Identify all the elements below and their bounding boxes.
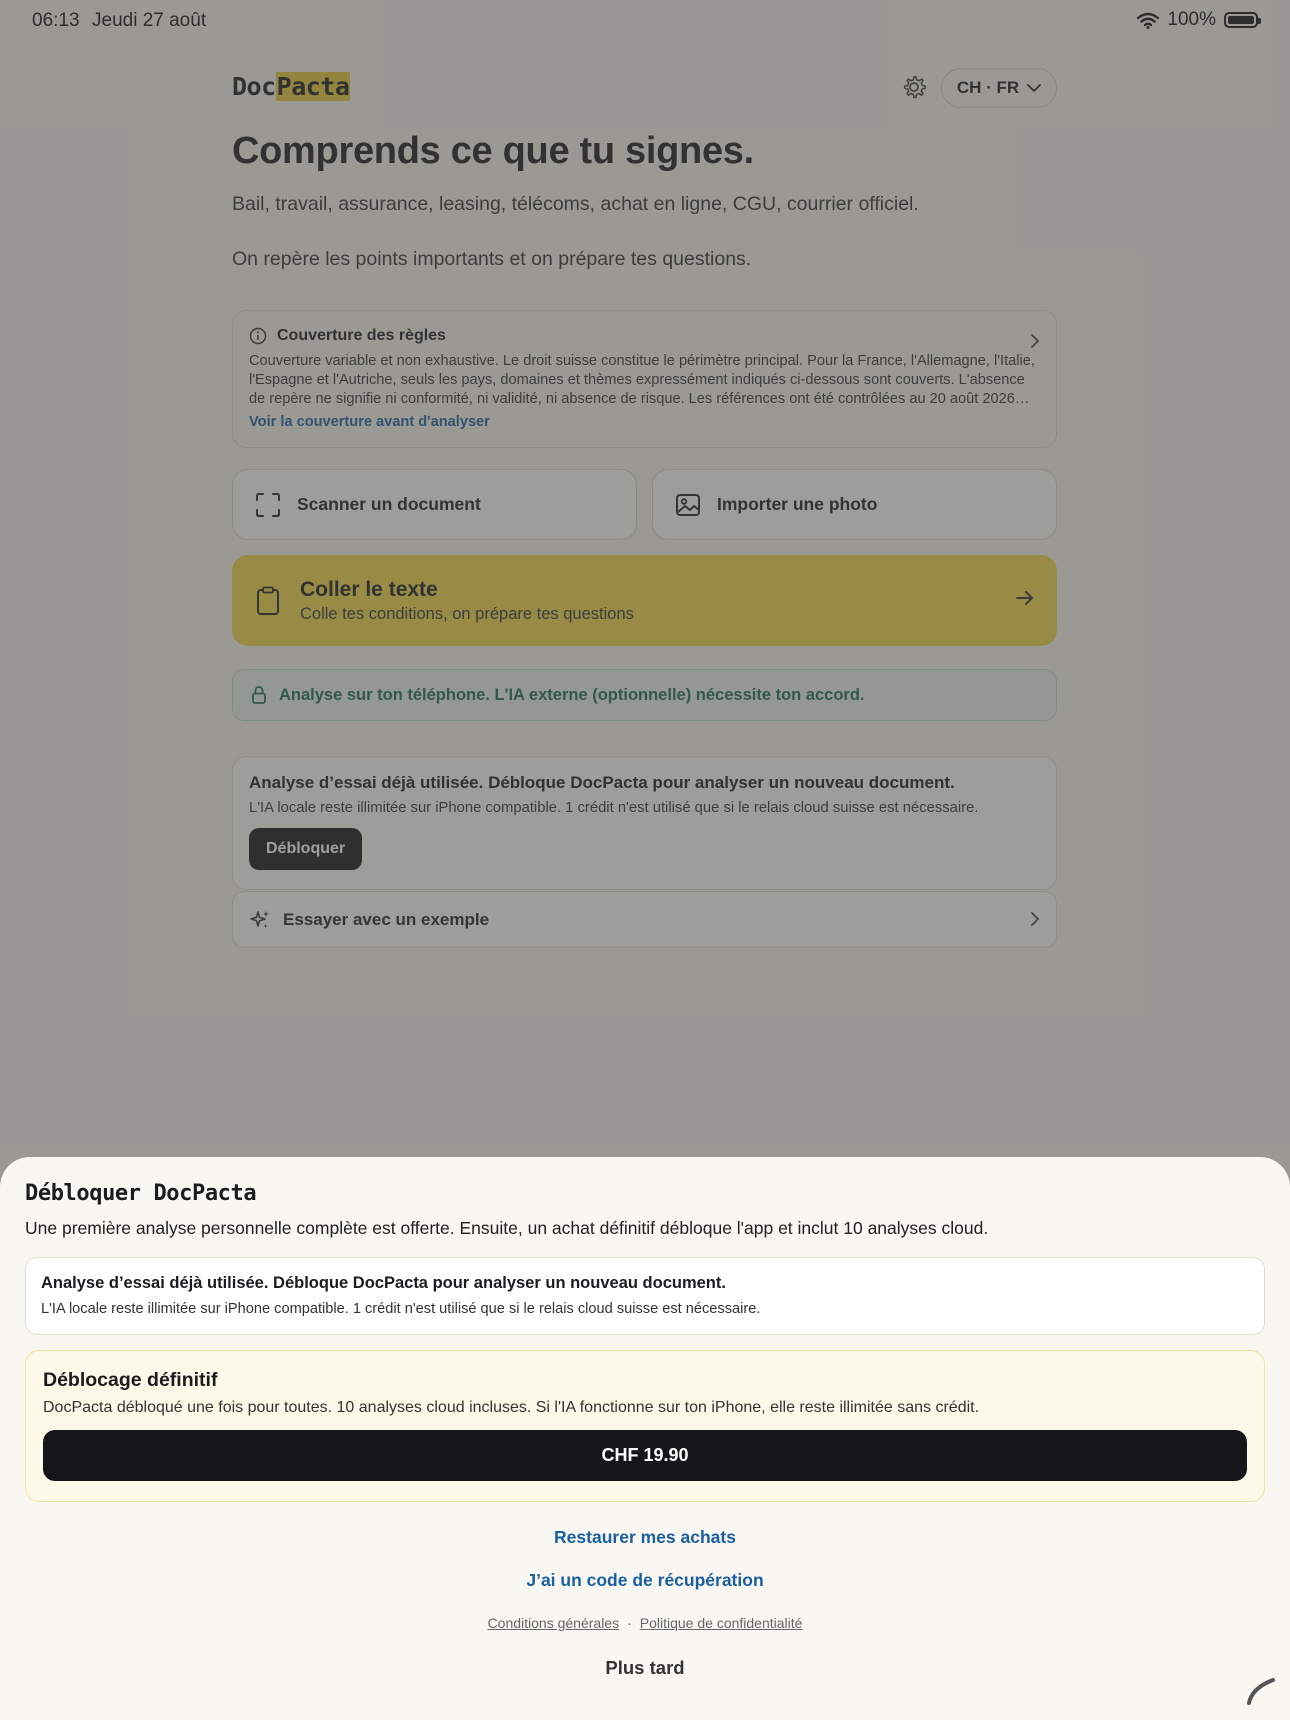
notice-subtitle: L'IA locale reste illimitée sur iPhone compatible. 1 crédit n'est utilisé que si le relais cloud suisse est nécessaire. bbox=[41, 1301, 761, 1317]
terms-link[interactable]: Conditions générales bbox=[487, 1615, 620, 1631]
offer-subtitle: DocPacta débloqué une fois pour toutes. 10 analyses cloud incluses. Si l'IA fonctionne sur ton iPhone, elle reste illimitée sans crédit. bbox=[43, 1399, 980, 1416]
lifetime-unlock-offer bbox=[25, 1350, 1265, 1502]
sheet-subtitle: Une première analyse personnelle complète est offerte. Ensuite, un achat définitif débloque l'app et inclut 10 analyses cloud. bbox=[25, 1218, 989, 1238]
recovery-code-link[interactable]: J’ai un code de récupération bbox=[526, 1570, 764, 1590]
legal-separator: · bbox=[627, 1615, 632, 1631]
buy-button[interactable]: CHF 19.90 bbox=[43, 1430, 1247, 1481]
unlock-sheet bbox=[0, 1157, 1290, 1720]
notice-title: Analyse d’essai déjà utilisée. Débloque DocPacta pour analyser un nouveau document. bbox=[41, 1274, 726, 1292]
trial-used-notice bbox=[25, 1257, 1265, 1335]
restore-purchases-link[interactable]: Restaurer mes achats bbox=[554, 1527, 736, 1547]
legal-links bbox=[0, 1615, 1290, 1631]
later-button[interactable]: Plus tard bbox=[605, 1657, 685, 1678]
resize-handle-icon[interactable] bbox=[1246, 1676, 1276, 1706]
sheet-title: Débloquer DocPacta bbox=[25, 1181, 257, 1206]
privacy-policy-link[interactable]: Politique de confidentialité bbox=[639, 1615, 803, 1631]
offer-title: Déblocage définitif bbox=[43, 1369, 218, 1391]
